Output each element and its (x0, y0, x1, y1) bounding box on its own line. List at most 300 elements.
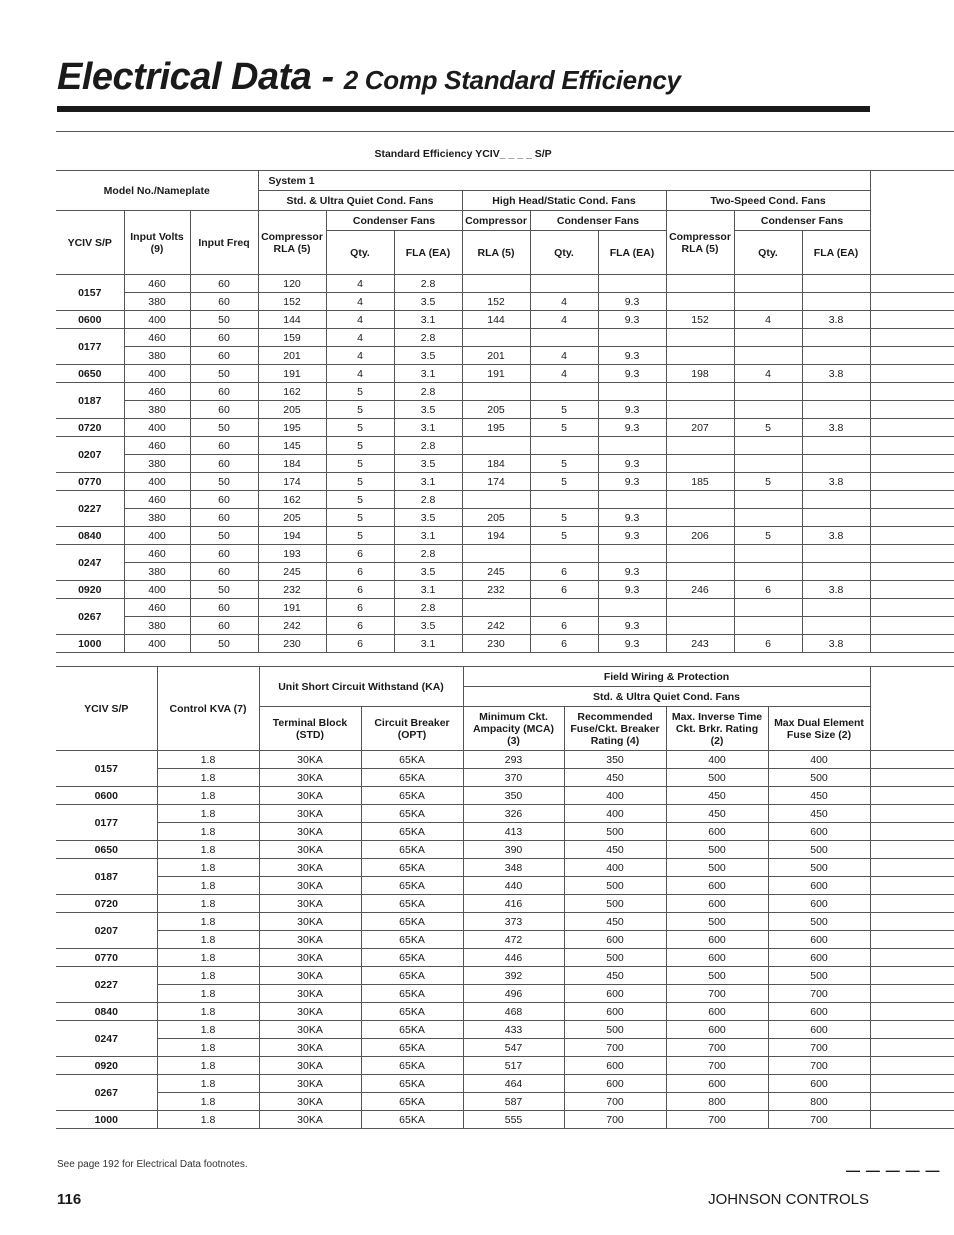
table-cell: 3.5 (394, 347, 462, 365)
table-cell: 30KA (259, 949, 361, 967)
table-cell: 185 (666, 473, 734, 491)
table-cell (666, 491, 734, 509)
spacer-cell (870, 473, 954, 491)
table-cell: 460 (124, 383, 190, 401)
table-cell (530, 329, 598, 347)
spacer-cell (870, 132, 954, 171)
spacer-cell (870, 171, 954, 191)
table-cell (802, 437, 870, 455)
table-cell (802, 347, 870, 365)
table-cell (802, 599, 870, 617)
table-cell: 65KA (361, 787, 463, 805)
model-cell: 0920 (56, 1057, 157, 1075)
table-cell: 65KA (361, 769, 463, 787)
table-cell: 30KA (259, 967, 361, 985)
table-cell: 390 (463, 841, 564, 859)
table-cell: 6 (734, 635, 802, 653)
spacer-cell (870, 527, 954, 545)
table-cell: 1.8 (157, 967, 259, 985)
table-cell: 460 (124, 275, 190, 293)
spacer-cell (870, 769, 954, 787)
header-recommended-fuse: Recommended Fuse/Ckt. Breaker Rating (4) (564, 707, 666, 751)
table-cell: 232 (258, 581, 326, 599)
table-cell: 65KA (361, 895, 463, 913)
table-cell: 4 (530, 347, 598, 365)
table-cell: 50 (190, 473, 258, 491)
header-control-kva: Control KVA (7) (157, 667, 259, 751)
table-cell: 400 (666, 751, 768, 769)
table-cell: 500 (564, 895, 666, 913)
table-cell: 446 (463, 949, 564, 967)
table-cell: 700 (768, 985, 870, 1003)
table-cell: 500 (564, 949, 666, 967)
header-max-dual-element: Max Dual Element Fuse Size (2) (768, 707, 870, 751)
spacer-cell (870, 1021, 954, 1039)
model-cell: 0770 (56, 949, 157, 967)
spacer-cell (870, 859, 954, 877)
table-cell: 30KA (259, 841, 361, 859)
table-cell: 9.3 (598, 617, 666, 635)
table-cell: 373 (463, 913, 564, 931)
table-cell: 600 (666, 1003, 768, 1021)
table-cell: 194 (462, 527, 530, 545)
table-row (56, 275, 954, 293)
spacer-cell (870, 491, 954, 509)
header-field-wiring: Field Wiring & Protection (463, 667, 870, 687)
table-cell: 65KA (361, 1021, 463, 1039)
table-row (56, 805, 954, 823)
table-cell (802, 617, 870, 635)
table-cell: 2.8 (394, 437, 462, 455)
table-cell: 4 (530, 365, 598, 383)
header-input-freq: Input Freq (190, 211, 258, 275)
table-cell (802, 383, 870, 401)
table-cell: 500 (666, 967, 768, 985)
table-cell: 600 (768, 895, 870, 913)
table-row (56, 1021, 954, 1039)
table-cell: 9.3 (598, 401, 666, 419)
table-cell: 400 (124, 635, 190, 653)
spacer-cell (870, 401, 954, 419)
table-cell: 392 (463, 967, 564, 985)
table-cell: 206 (666, 527, 734, 545)
table-cell: 184 (462, 455, 530, 473)
table-cell (666, 329, 734, 347)
table-cell (462, 599, 530, 617)
model-cell: 0247 (56, 1021, 157, 1057)
table-cell (734, 347, 802, 365)
table-row (56, 931, 954, 949)
spacer-cell (870, 545, 954, 563)
spacer-cell (870, 787, 954, 805)
table-cell: 65KA (361, 985, 463, 1003)
table-cell (598, 437, 666, 455)
model-cell: 0267 (56, 599, 124, 635)
table-cell (530, 275, 598, 293)
table-row (56, 383, 954, 401)
table-cell: 60 (190, 401, 258, 419)
table-cell: 380 (124, 401, 190, 419)
table-cell: 400 (124, 473, 190, 491)
table-cell: 6 (734, 581, 802, 599)
table-cell (734, 293, 802, 311)
table-cell: 9.3 (598, 563, 666, 581)
table-cell: 205 (258, 509, 326, 527)
table-cell: 6 (326, 545, 394, 563)
table-cell (598, 275, 666, 293)
table-cell: 1.8 (157, 751, 259, 769)
electrical-data-table (56, 131, 954, 653)
table-cell: 5 (530, 401, 598, 419)
table-cell: 3.8 (802, 365, 870, 383)
spacer-cell (870, 365, 954, 383)
table-row (56, 437, 954, 455)
table-cell: 500 (666, 769, 768, 787)
spacer-cell (870, 1093, 954, 1111)
table-cell: 1.8 (157, 841, 259, 859)
table-cell (598, 599, 666, 617)
table-cell: 600 (666, 949, 768, 967)
spacer-cell (870, 383, 954, 401)
spacer-cell (870, 751, 954, 769)
footnote: See page 192 for Electrical Data footnotes. (57, 1159, 248, 1170)
model-cell: 0177 (56, 329, 124, 365)
table-row (56, 787, 954, 805)
model-cell: 0650 (56, 365, 124, 383)
table-cell: 3.1 (394, 365, 462, 383)
spacer-cell (870, 823, 954, 841)
table-cell: 207 (666, 419, 734, 437)
table-cell: 600 (666, 1075, 768, 1093)
header-unit-short-circuit: Unit Short Circuit Withstand (KA) (259, 667, 463, 707)
table-cell: 1.8 (157, 913, 259, 931)
header-two-speed-fans: Two-Speed Cond. Fans (666, 191, 870, 211)
table-cell: 800 (768, 1093, 870, 1111)
table-cell: 450 (564, 913, 666, 931)
table-cell: 60 (190, 491, 258, 509)
table-row (56, 1075, 954, 1093)
model-cell: 1000 (56, 1111, 157, 1129)
table-cell: 400 (124, 581, 190, 599)
table-cell: 242 (462, 617, 530, 635)
page-number: 116 (57, 1191, 82, 1208)
table-cell (666, 509, 734, 527)
model-cell: 0227 (56, 491, 124, 527)
table-cell: 3.1 (394, 473, 462, 491)
model-cell: 0920 (56, 581, 124, 599)
table-cell: 600 (768, 877, 870, 895)
table-cell: 30KA (259, 805, 361, 823)
company-name: JOHNSON CONTROLS (708, 1191, 869, 1208)
header-max-inverse-time: Max. Inverse Time Ckt. Brkr. Rating (2) (666, 707, 768, 751)
header-fla: FLA (EA) (598, 231, 666, 275)
table-cell: 500 (564, 823, 666, 841)
table-cell: 245 (462, 563, 530, 581)
table-cell (734, 617, 802, 635)
table-cell: 6 (530, 635, 598, 653)
table-cell: 700 (666, 985, 768, 1003)
table-cell: 30KA (259, 769, 361, 787)
table-cell: 517 (463, 1057, 564, 1075)
table-cell (734, 401, 802, 419)
table-cell: 5 (530, 419, 598, 437)
table-cell: 65KA (361, 913, 463, 931)
table-cell (666, 599, 734, 617)
table-cell: 9.3 (598, 419, 666, 437)
table-row (56, 985, 954, 1003)
table-cell: 400 (124, 527, 190, 545)
table-cell (734, 329, 802, 347)
table-cell: 500 (564, 877, 666, 895)
table-cell: 5 (530, 527, 598, 545)
table-cell: 2.8 (394, 599, 462, 617)
table-cell: 4 (734, 365, 802, 383)
table-cell: 65KA (361, 1093, 463, 1111)
table-cell: 5 (734, 419, 802, 437)
spacer-cell (870, 1039, 954, 1057)
table-cell: 370 (463, 769, 564, 787)
spacer-cell (870, 275, 954, 293)
table-cell: 65KA (361, 1039, 463, 1057)
table-cell: 2.8 (394, 383, 462, 401)
table-cell (802, 401, 870, 419)
table-cell: 600 (768, 1075, 870, 1093)
table-cell (802, 455, 870, 473)
table-cell: 5 (530, 509, 598, 527)
table-cell: 700 (564, 1093, 666, 1111)
table-cell: 400 (564, 805, 666, 823)
table-cell: 600 (768, 949, 870, 967)
spacer-cell (870, 985, 954, 1003)
table-cell (530, 383, 598, 401)
table-cell: 50 (190, 419, 258, 437)
spacer-cell (870, 707, 954, 751)
table-cell: 3.5 (394, 455, 462, 473)
table-cell (802, 491, 870, 509)
model-cell: 0600 (56, 787, 157, 805)
table-cell (462, 329, 530, 347)
table-cell: 3.5 (394, 293, 462, 311)
table-cell: 30KA (259, 1057, 361, 1075)
table-cell: 500 (768, 859, 870, 877)
page-title-text (57, 56, 681, 98)
table-cell: 195 (258, 419, 326, 437)
table-cell (666, 383, 734, 401)
model-cell: 0227 (56, 967, 157, 1003)
model-cell: 1000 (56, 635, 124, 653)
model-cell: 0720 (56, 419, 124, 437)
table-cell: 1.8 (157, 823, 259, 841)
header-condenser-fans: Condenser Fans (734, 211, 870, 231)
table-cell: 230 (258, 635, 326, 653)
spacer-cell (870, 617, 954, 635)
table-cell: 1.8 (157, 1111, 259, 1129)
table-row (56, 527, 954, 545)
header-compressor-rla: Compressor RLA (5) (258, 211, 326, 275)
spacer-cell (870, 687, 954, 707)
table-cell: 194 (258, 527, 326, 545)
table-cell: 600 (666, 931, 768, 949)
table-cell: 30KA (259, 1111, 361, 1129)
table-cell: 1.8 (157, 787, 259, 805)
table-cell (802, 545, 870, 563)
table-cell: 1.8 (157, 1003, 259, 1021)
table-cell: 60 (190, 617, 258, 635)
table-cell: 145 (258, 437, 326, 455)
table-cell: 380 (124, 617, 190, 635)
table-cell: 3.1 (394, 635, 462, 653)
table-cell: 65KA (361, 1003, 463, 1021)
spacer-cell (870, 599, 954, 617)
table-cell: 500 (564, 1021, 666, 1039)
model-cell: 0720 (56, 895, 157, 913)
table-cell (530, 437, 598, 455)
table-cell: 60 (190, 383, 258, 401)
table-cell (666, 275, 734, 293)
spacer-cell (870, 913, 954, 931)
table-cell: 30KA (259, 1039, 361, 1057)
table-row (56, 329, 954, 347)
table-cell: 1.8 (157, 949, 259, 967)
table-cell: 460 (124, 329, 190, 347)
table-cell: 4 (734, 311, 802, 329)
table-cell: 500 (768, 769, 870, 787)
table-cell: 600 (564, 1057, 666, 1075)
table-cell (598, 491, 666, 509)
table-cell (666, 293, 734, 311)
table-row (56, 1003, 954, 1021)
table-cell: 3.5 (394, 563, 462, 581)
table-cell (598, 329, 666, 347)
table-cell: 201 (258, 347, 326, 365)
table-cell: 700 (768, 1039, 870, 1057)
table-cell (734, 599, 802, 617)
table-cell (530, 545, 598, 563)
table-cell: 5 (326, 527, 394, 545)
table-cell (666, 545, 734, 563)
table-cell (598, 383, 666, 401)
table-cell (462, 545, 530, 563)
table-cell: 587 (463, 1093, 564, 1111)
table-cell: 600 (768, 823, 870, 841)
table-cell: 600 (564, 1075, 666, 1093)
table-row (56, 1039, 954, 1057)
table-cell: 65KA (361, 1075, 463, 1093)
spacer-cell (870, 635, 954, 653)
table-cell: 450 (768, 805, 870, 823)
table-cell: 144 (258, 311, 326, 329)
header-rla: RLA (5) (462, 231, 530, 275)
table-cell (802, 293, 870, 311)
table-cell: 60 (190, 329, 258, 347)
header-condenser-fans: Condenser Fans (326, 211, 462, 231)
table-cell (666, 455, 734, 473)
model-cell: 0267 (56, 1075, 157, 1111)
table-cell: 9.3 (598, 635, 666, 653)
model-cell: 0157 (56, 275, 124, 311)
table-cell: 174 (258, 473, 326, 491)
header-std-ultra-fans: Std. & Ultra Quiet Cond. Fans (258, 191, 462, 211)
table-cell: 600 (768, 931, 870, 949)
table-cell: 700 (768, 1111, 870, 1129)
table-cell: 232 (462, 581, 530, 599)
table-cell: 460 (124, 545, 190, 563)
table-row (56, 1093, 954, 1111)
table-cell (734, 509, 802, 527)
table-cell: 5 (734, 527, 802, 545)
table-cell: 1.8 (157, 769, 259, 787)
table-cell: 162 (258, 383, 326, 401)
table-cell: 500 (768, 967, 870, 985)
table-cell: 500 (666, 859, 768, 877)
table-cell (462, 437, 530, 455)
spacer-cell (870, 841, 954, 859)
table-row (56, 769, 954, 787)
spacer-cell (870, 347, 954, 365)
table-cell: 60 (190, 563, 258, 581)
header-qty: Qty. (734, 231, 802, 275)
table-cell: 3.1 (394, 419, 462, 437)
table-cell: 460 (124, 599, 190, 617)
table-cell: 30KA (259, 877, 361, 895)
table-cell: 3.8 (802, 311, 870, 329)
table-cell: 600 (768, 1021, 870, 1039)
table-cell: 60 (190, 509, 258, 527)
table-cell: 30KA (259, 1003, 361, 1021)
table-cell: 496 (463, 985, 564, 1003)
page-title (57, 56, 870, 99)
table-cell: 600 (666, 1021, 768, 1039)
table-cell: 9.3 (598, 293, 666, 311)
table-row (56, 311, 954, 329)
table-cell (802, 563, 870, 581)
table-cell: 5 (326, 401, 394, 419)
table-cell: 6 (326, 563, 394, 581)
spacer-cell (870, 1075, 954, 1093)
table-cell (734, 383, 802, 401)
table-cell: 380 (124, 293, 190, 311)
table-cell: 65KA (361, 1057, 463, 1075)
table-row (56, 401, 954, 419)
table-cell (530, 491, 598, 509)
table-cell: 6 (530, 581, 598, 599)
header-system1: System 1 (258, 171, 870, 191)
table-cell: 2.8 (394, 545, 462, 563)
table-cell: 3.5 (394, 617, 462, 635)
table-cell: 159 (258, 329, 326, 347)
model-cell: 0187 (56, 859, 157, 895)
table-cell: 380 (124, 563, 190, 581)
spacer-cell (870, 1057, 954, 1075)
table-cell: 9.3 (598, 455, 666, 473)
table-row (56, 365, 954, 383)
table-cell: 350 (463, 787, 564, 805)
table-cell: 245 (258, 563, 326, 581)
table-cell: 1.8 (157, 1021, 259, 1039)
table-cell: 5 (326, 509, 394, 527)
table-cell (462, 383, 530, 401)
table-cell: 65KA (361, 751, 463, 769)
header-condenser-fans: Condenser Fans (530, 211, 666, 231)
table-cell: 201 (462, 347, 530, 365)
table-cell (666, 617, 734, 635)
table-cell: 326 (463, 805, 564, 823)
table-cell: 3.8 (802, 527, 870, 545)
table-row (56, 895, 954, 913)
header-qty: Qty. (326, 231, 394, 275)
table-cell: 450 (768, 787, 870, 805)
spacer-cell (870, 581, 954, 599)
